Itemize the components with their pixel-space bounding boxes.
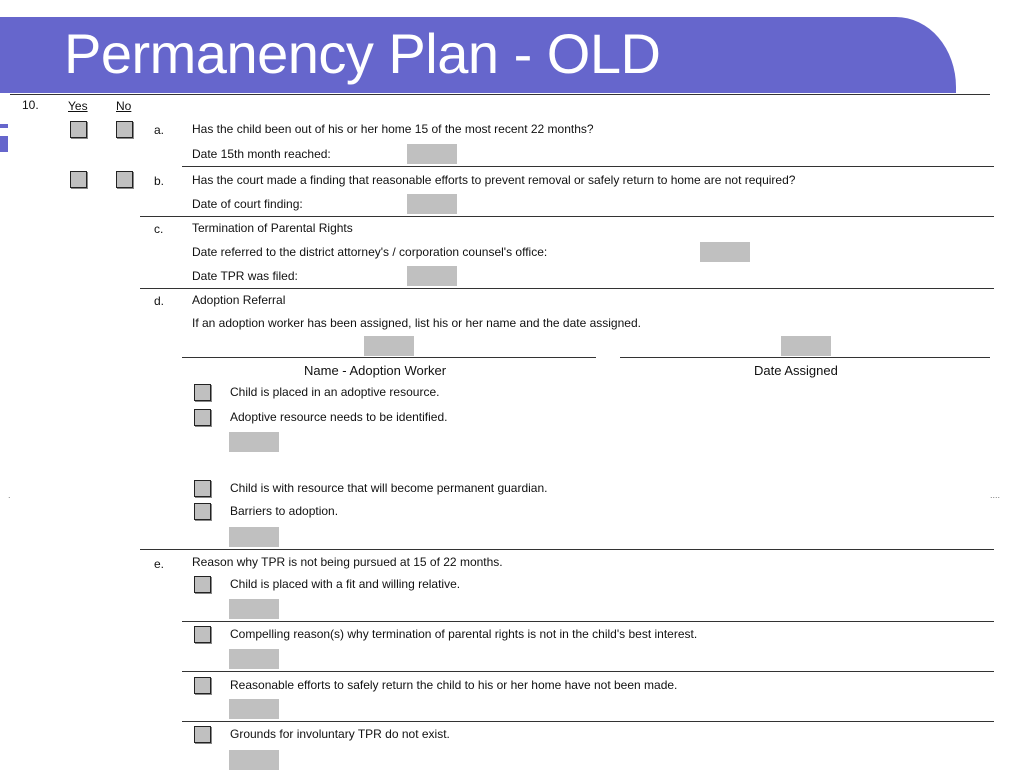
e-option-field[interactable] (229, 649, 279, 669)
page-title: Permanency Plan - OLD (64, 22, 661, 85)
c-filed-field[interactable] (407, 266, 457, 286)
e-option-checkbox[interactable] (194, 677, 211, 694)
divider (182, 721, 994, 722)
divider (182, 166, 994, 167)
page-mark: . (8, 490, 11, 500)
c-filed-label: Date TPR was filed: (192, 269, 298, 283)
yes-header: Yes (68, 99, 88, 113)
a-no-checkbox[interactable] (116, 121, 133, 138)
date-assigned-field[interactable] (781, 336, 831, 356)
side-accent (0, 136, 8, 152)
b-letter: b. (154, 174, 165, 188)
d-option-checkbox[interactable] (194, 384, 211, 401)
b-date-label: Date of court finding: (192, 197, 303, 211)
d-option-checkbox[interactable] (194, 409, 211, 426)
d-letter: d. (154, 294, 165, 308)
c-heading: Termination of Parental Rights (192, 221, 353, 235)
e-option-field[interactable] (229, 699, 279, 719)
divider (182, 621, 994, 622)
a-question: Has the child been out of his or her home 15 of the most recent 22 months? (192, 122, 594, 136)
divider (140, 549, 994, 550)
e-option-checkbox[interactable] (194, 726, 211, 743)
e-option-label: Reasonable efforts to safely return the child to his or her home have not been made. (230, 678, 678, 692)
d-option-checkbox[interactable] (194, 480, 211, 497)
divider (182, 357, 596, 358)
d-option-field[interactable] (229, 432, 279, 452)
a-yes-checkbox[interactable] (70, 121, 87, 138)
e-option-field[interactable] (229, 599, 279, 619)
b-yes-checkbox[interactable] (70, 171, 87, 188)
e-option-label: Child is placed with a fit and willing relative. (230, 577, 461, 591)
a-date-field[interactable] (407, 144, 457, 164)
c-referred-field[interactable] (700, 242, 750, 262)
divider (620, 357, 990, 358)
b-no-checkbox[interactable] (116, 171, 133, 188)
d-option-label: Barriers to adoption. (230, 504, 339, 518)
e-heading: Reason why TPR is not being pursued at 15 of 22 months. (192, 555, 503, 569)
a-date-label: Date 15th month reached: (192, 147, 331, 161)
no-header: No (116, 99, 132, 113)
d-heading: Adoption Referral (192, 293, 286, 307)
d-option-field[interactable] (229, 527, 279, 547)
divider (10, 94, 990, 95)
b-question: Has the court made a finding that reasonable efforts to prevent removal or safely return to home are not required? (192, 173, 796, 187)
d-option-label: Child is with resource that will become permanent guardian. (230, 481, 548, 495)
divider (182, 671, 994, 672)
e-option-checkbox[interactable] (194, 576, 211, 593)
c-referred-label: Date referred to the district attorney's / corporation counsel's office: (192, 245, 548, 259)
item-number: 10. (22, 98, 39, 112)
c-letter: c. (154, 222, 164, 236)
e-option-checkbox[interactable] (194, 626, 211, 643)
a-letter: a. (154, 123, 165, 137)
d-instruction: If an adoption worker has been assigned, list his or her name and the date assigned. (192, 316, 641, 330)
e-option-field[interactable] (229, 750, 279, 770)
b-date-field[interactable] (407, 194, 457, 214)
e-option-label: Grounds for involuntary TPR do not exist. (230, 727, 450, 741)
date-column-label: Date Assigned (754, 363, 838, 378)
side-accent (0, 124, 8, 128)
d-option-checkbox[interactable] (194, 503, 211, 520)
d-option-label: Child is placed in an adoptive resource. (230, 385, 440, 399)
worker-name-field[interactable] (364, 336, 414, 356)
name-column-label: Name - Adoption Worker (304, 363, 447, 378)
e-letter: e. (154, 557, 165, 571)
divider (140, 216, 994, 217)
e-option-label: Compelling reason(s) why termination of parental rights is not in the child's best interest. (230, 627, 698, 641)
divider (140, 288, 994, 289)
d-option-label: Adoptive resource needs to be identified. (230, 410, 448, 424)
page-mark: .... (990, 490, 1001, 500)
